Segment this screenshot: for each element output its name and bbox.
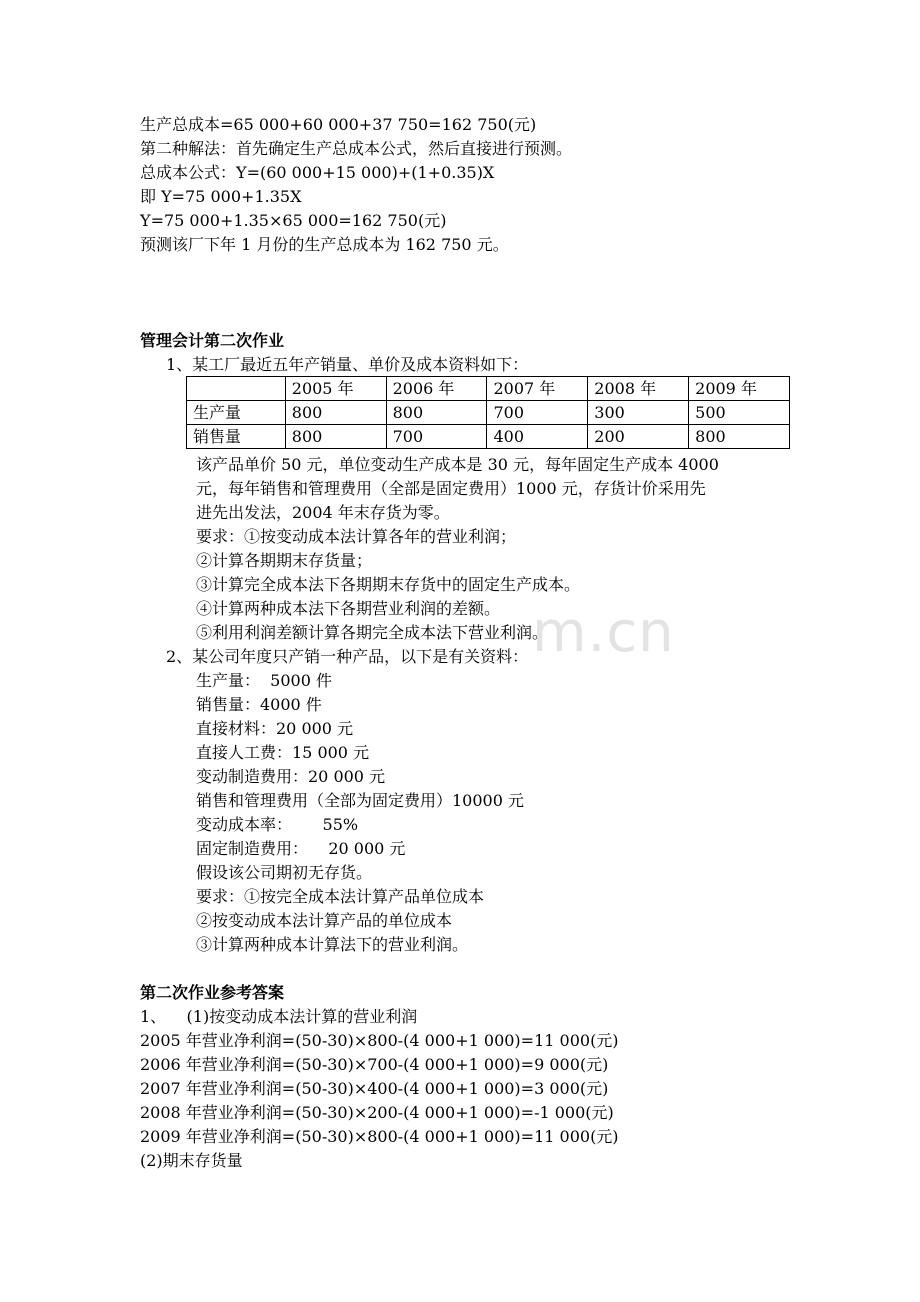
question2-text-line: 直接材料：20 000 元 [196,719,354,738]
table-header-row [187,377,790,401]
table-header-cell: 2007 年 [487,377,588,401]
question1-text-line: 该产品单价 50 元，单位变动生产成本是 30 元，每年固定生产成本 4000 [196,455,719,474]
question1-intro: 1、某工厂最近五年产销量、单价及成本资料如下： [166,355,529,374]
question2-text-line: 固定制造费用： 20 000 元 [196,839,406,858]
question2-requirement-line: ②按变动成本法计算产品的单位成本 [196,911,453,930]
question1-requirement-line: ④计算两种成本法下各期营业利润的差额。 [196,599,501,618]
formula-line: 总成本公式：Y=(60 000+15 000)+(1+0.35)X [140,163,495,182]
answer-line: 1、 (1)按变动成本法计算的营业利润 [140,1007,418,1026]
table-header-cell: 2006 年 [386,377,487,401]
answer-line: 2007 年营业净利润=(50-30)×400-(4 000+1 000)=3 000(元) [140,1079,609,1098]
table-cell: 800 [689,425,790,449]
question2-text-line: 生产量： 5000 件 [196,671,332,690]
question2-text-line: 直接人工费：15 000 元 [196,743,370,762]
calculation-line: Y=75 000+1.35×65 000=162 750(元) [140,211,447,230]
table-row [187,425,790,449]
question2-text-line: 变动制造费用：20 000 元 [196,767,386,786]
table-header-cell: 2009 年 [689,377,790,401]
question1-text-line: 进先出发法，2004 年末存货为零。 [196,503,450,522]
table-cell: 800 [285,425,386,449]
question2-requirement-line: 要求：①按完全成本法计算产品单位成本 [196,887,485,906]
question2-requirement-line: ③计算两种成本计算法下的营业利润。 [196,935,469,954]
answer-line: (2)期末存货量 [140,1151,243,1170]
table-header-cell: 2008 年 [588,377,689,401]
table-cell: 500 [689,401,790,425]
table-cell: 700 [487,401,588,425]
question1-requirement-line: ③计算完全成本法下各期期末存货中的固定生产成本。 [196,575,581,594]
answer-line: 2009 年营业净利润=(50-30)×800-(4 000+1 000)=11 000(元) [140,1127,619,1146]
formula-simplified-line: 即 Y=75 000+1.35X [140,187,302,206]
question1-requirement-line: ②计算各期期末存货量； [196,551,373,570]
question1-requirement-line: 要求：①按变动成本法计算各年的营业利润； [196,527,517,546]
question1-requirement-line: ⑤利用利润差额计算各期完全成本法下营业利润。 [196,623,549,642]
table-cell: 300 [588,401,689,425]
answer-line: 2006 年营业净利润=(50-30)×700-(4 000+1 000)=9 000(元) [140,1055,609,1074]
table-cell: 700 [386,425,487,449]
answers-title: 第二次作业参考答案 [140,983,285,1002]
total-cost-line: 生产总成本=65 000+60 000+37 750=162 750(元) [140,115,537,134]
homework2-title: 管理会计第二次作业 [140,331,285,350]
table-header-cell: 2005 年 [285,377,386,401]
question2-text-line: 假设该公司期初无存货。 [196,863,373,882]
question2-text-line: 变动成本率： 55% [196,815,359,834]
table-row [187,401,790,425]
question2-text-line: 销售和管理费用（全部为固定费用）10000 元 [196,791,524,810]
question2-intro: 2、某公司年度只产销一种产品，以下是有关资料： [166,647,529,666]
table-cell: 200 [588,425,689,449]
table-cell: 生产量 [187,401,286,425]
answer-line: 2008 年营业净利润=(50-30)×200-(4 000+1 000)=-1 000(元) [140,1103,614,1122]
prediction-line: 预测该厂下年 1 月份的生产总成本为 162 750 元。 [140,235,509,254]
watermark: m.cn [532,600,675,665]
production-sales-table [186,376,790,449]
second-method-line: 第二种解法：首先确定生产总成本公式，然后直接进行预测。 [140,139,573,158]
table-cell: 800 [386,401,487,425]
table-cell: 800 [285,401,386,425]
table-cell: 400 [487,425,588,449]
question1-text-line: 元，每年销售和管理费用（全部是固定费用）1000 元，存货计价采用先 [196,479,706,498]
table-cell: 销售量 [187,425,286,449]
answer-line: 2005 年营业净利润=(50-30)×800-(4 000+1 000)=11 000(元) [140,1031,619,1050]
table-header-cell [187,377,286,401]
question2-text-line: 销售量：4000 件 [196,695,322,714]
